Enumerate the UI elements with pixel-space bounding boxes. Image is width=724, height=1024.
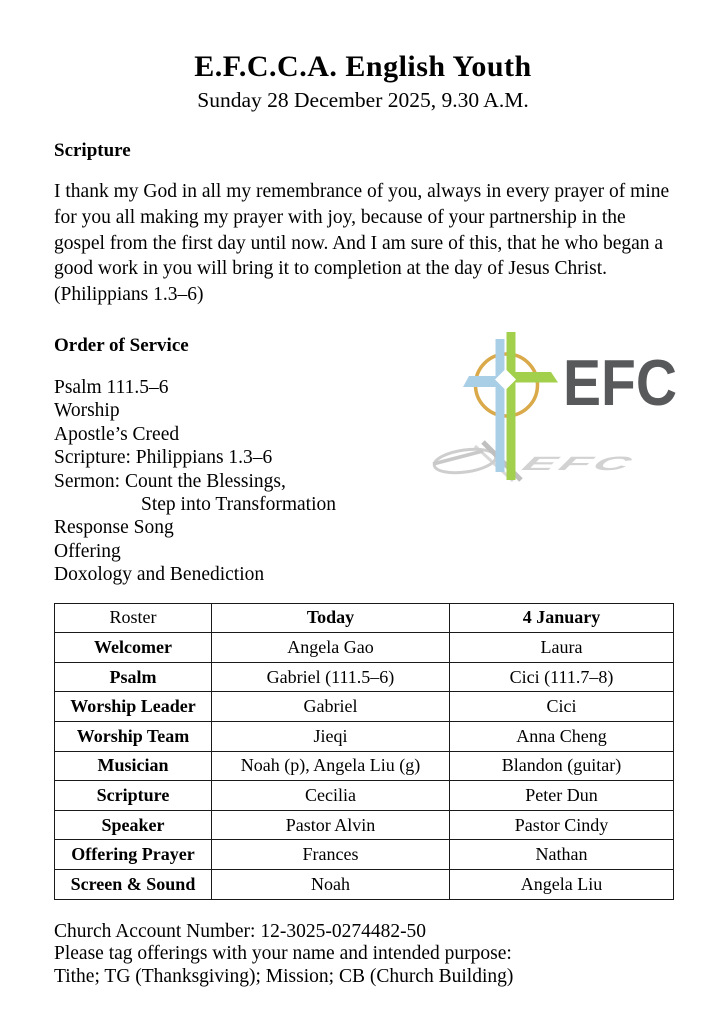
roster-next-cell: Cici (111.7–8) — [450, 662, 674, 692]
roster-role-cell: Speaker — [55, 810, 212, 840]
order-item: Offering — [54, 540, 121, 562]
scripture-line: for you all making my prayer with joy, because of your partnership in the — [54, 206, 626, 228]
efc-logo — [420, 320, 720, 500]
order-item: Psalm 111.5–6 — [54, 376, 169, 398]
roster-role-cell: Worship Team — [55, 722, 212, 752]
roster-today-cell: Noah — [212, 869, 450, 899]
scripture-passage — [54, 179, 672, 308]
roster-row — [55, 662, 674, 692]
order-item: Sermon: Count the Blessings, — [54, 470, 286, 492]
order-item: Worship — [54, 400, 120, 422]
roster-today-cell: Angela Gao — [212, 633, 450, 663]
footer-line: Church Account Number: 12-3025-0274482-50 — [54, 920, 427, 942]
roster-next-cell: Angela Liu — [450, 869, 674, 899]
roster-row — [55, 722, 674, 752]
roster-today-cell: Pastor Alvin — [212, 810, 450, 840]
cross-vertical-blue — [496, 339, 505, 472]
roster-column-header: 4 January — [450, 603, 674, 633]
roster-next-cell: Pastor Cindy — [450, 810, 674, 840]
roster-column-header: Today — [212, 603, 450, 633]
logo-shadow — [433, 442, 645, 481]
roster-today-cell: Frances — [212, 840, 450, 870]
order-item: Doxology and Benediction — [54, 564, 265, 586]
roster-row — [55, 781, 674, 811]
roster-today-cell: Noah (p), Angela Liu (g) — [212, 751, 450, 781]
roster-next-cell: Laura — [450, 633, 674, 663]
roster-row — [55, 751, 674, 781]
scripture-line: gospel from the first day until now. And I am sure of this, that he who began a — [54, 232, 664, 254]
roster-row — [55, 633, 674, 663]
scripture-line: (Philippians 1.3–6) — [54, 284, 204, 306]
order-of-service-list — [54, 376, 454, 587]
roster-role-cell: Offering Prayer — [55, 840, 212, 870]
roster-role-cell: Scripture — [55, 781, 212, 811]
roster-row — [55, 869, 674, 899]
roster-next-cell: Peter Dun — [450, 781, 674, 811]
order-item: Step into Transformation — [141, 494, 337, 516]
roster-next-cell: Cici — [450, 692, 674, 722]
roster-row — [55, 810, 674, 840]
order-item: Response Song — [54, 517, 174, 539]
footer-line: Please tag offerings with your name and intended purpose: — [54, 943, 512, 965]
roster-today-cell: Cecilia — [212, 781, 450, 811]
order-item: Scripture: Philippians 1.3–6 — [54, 447, 273, 469]
cross-vertical-green — [507, 332, 516, 480]
order-item: Apostle’s Creed — [54, 423, 180, 445]
roster-today-cell: Gabriel — [212, 692, 450, 722]
page-title: E.F.C.C.A. English Youth — [194, 50, 532, 83]
roster-role-cell: Musician — [55, 751, 212, 781]
footer-line: Tithe; TG (Thanksgiving); Mission; CB (Church Building) — [54, 965, 514, 987]
roster-role-cell: Screen & Sound — [55, 869, 212, 899]
roster-next-cell: Anna Cheng — [450, 722, 674, 752]
roster-role-cell: Worship Leader — [55, 692, 212, 722]
roster-table — [54, 603, 674, 900]
roster-row — [55, 692, 674, 722]
roster-role-cell: Psalm — [55, 662, 212, 692]
efc-logo-text: EFC — [563, 346, 677, 419]
offering-info — [54, 921, 672, 989]
scripture-heading: Scripture — [54, 140, 131, 161]
roster-next-cell: Nathan — [450, 840, 674, 870]
page-subtitle: Sunday 28 December 2025, 9.30 A.M. — [197, 88, 529, 112]
roster-row — [55, 840, 674, 870]
roster-header-row — [55, 603, 674, 633]
order-of-service-heading: Order of Service — [54, 334, 189, 356]
roster-column-header: Roster — [55, 603, 212, 633]
roster-today-cell: Jieqi — [212, 722, 450, 752]
scripture-line: good work in you will bring it to completion at the day of Jesus Christ. — [54, 258, 607, 280]
roster-role-cell: Welcomer — [55, 633, 212, 663]
roster-next-cell: Blandon (guitar) — [450, 751, 674, 781]
scripture-line: I thank my God in all my remembrance of you, always in every prayer of mine — [54, 181, 670, 202]
efc-cross-logo-svg — [420, 320, 720, 500]
logo-shadow-text: EFC — [513, 453, 639, 475]
roster-today-cell: Gabriel (111.5–6) — [212, 662, 450, 692]
